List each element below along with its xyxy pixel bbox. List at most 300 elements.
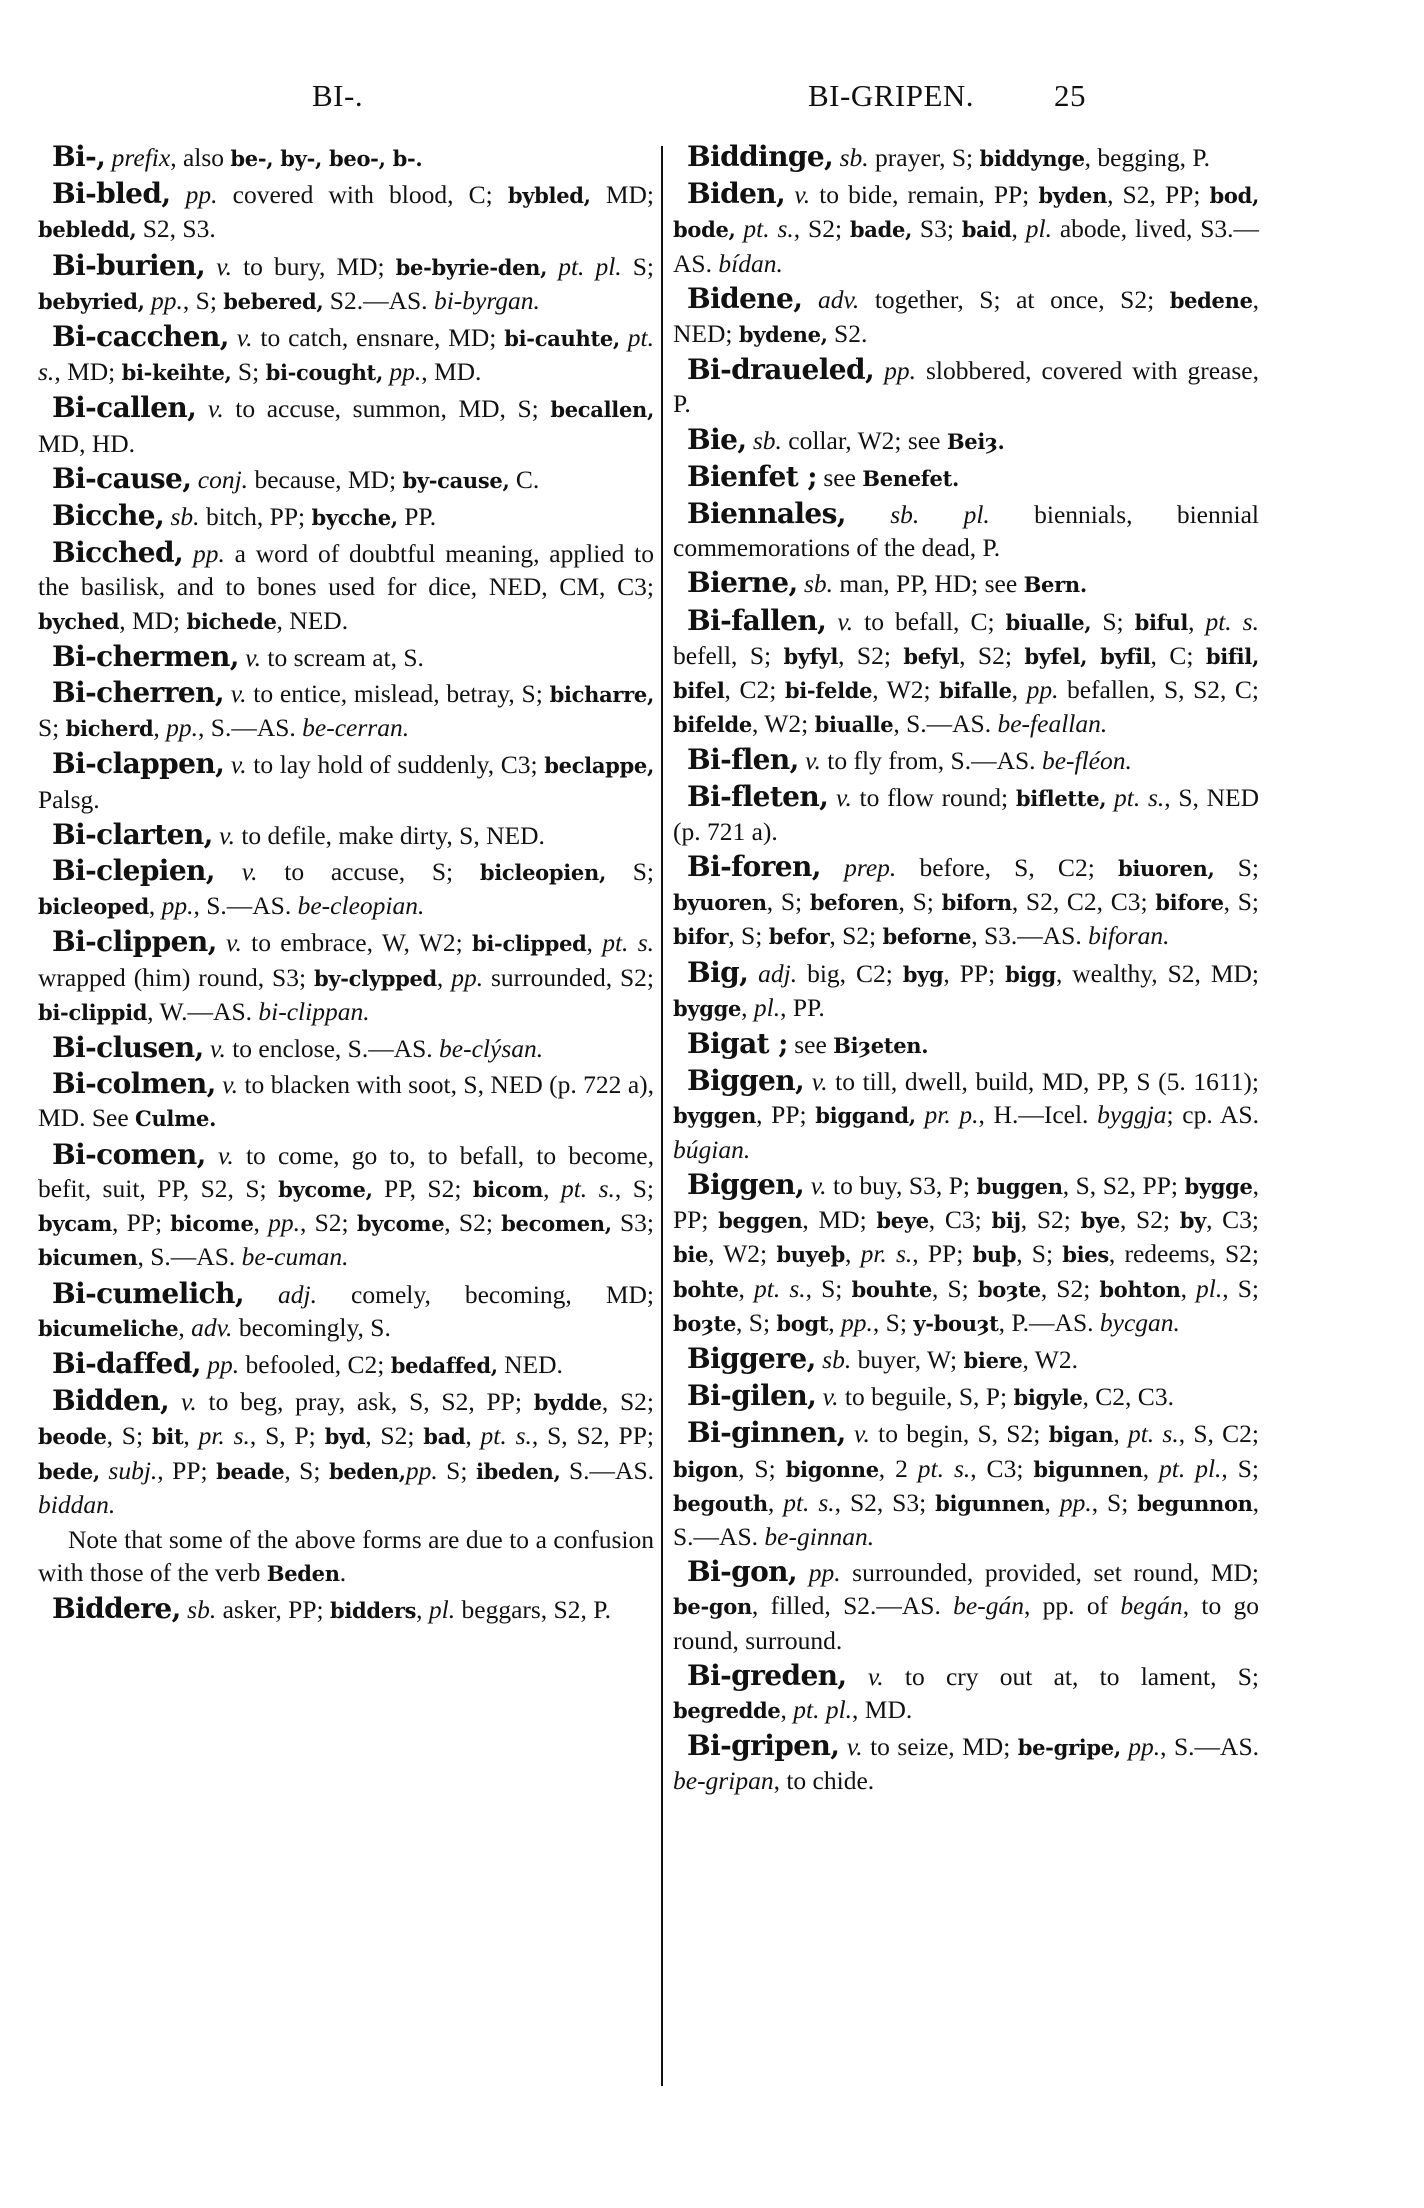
variant-form: bycche, xyxy=(311,505,398,531)
definition-text: , PP; xyxy=(112,1208,171,1238)
headword: Bi-callen, xyxy=(52,391,197,425)
definition-text: biennials, biennial commemorations of the dead, P. xyxy=(673,500,1259,563)
variant-form: Biȝeten. xyxy=(833,1033,929,1059)
headword: Bi-clepien, xyxy=(52,854,215,888)
variant-form: bicumen xyxy=(38,1245,138,1271)
definition-text: becomingly, S. xyxy=(232,1312,391,1342)
variant-form: byd xyxy=(324,1424,366,1450)
definition-text xyxy=(217,928,226,957)
italic-label: pp. xyxy=(192,539,225,569)
italic-label: v. xyxy=(180,1387,197,1417)
definition-text xyxy=(821,853,844,882)
variant-form: bycome, xyxy=(278,1176,373,1202)
variant-form: biforn xyxy=(941,890,1012,916)
headword: Bi-clippen, xyxy=(52,925,217,959)
italic-label: be-cerran. xyxy=(302,713,410,743)
variant-form: becomen, xyxy=(501,1211,612,1237)
dictionary-entry xyxy=(673,460,1259,495)
headword: Bi-fleten, xyxy=(687,779,829,813)
italic-label: v. xyxy=(226,928,242,958)
headword: Bi-clarten, xyxy=(52,817,213,851)
dictionary-entry xyxy=(673,1027,1259,1062)
definition-text: , S, S2, PP; xyxy=(1062,1170,1185,1200)
definition-text: to beguile, S, P; xyxy=(838,1382,1014,1412)
definition-text: before, S, C2; xyxy=(896,853,1118,883)
italic-label: pt. s. xyxy=(1205,606,1259,636)
variant-form: byden xyxy=(1038,183,1108,209)
variant-form: Bern. xyxy=(1023,572,1087,598)
variant-form: bye xyxy=(1080,1208,1120,1234)
headword: Bi-foren, xyxy=(687,850,821,884)
italic-label: v. xyxy=(245,642,262,672)
headword: Bi-, xyxy=(52,140,106,173)
variant-form: bies xyxy=(1062,1242,1109,1268)
italic-label: v. xyxy=(822,1382,839,1412)
definition-text: , xyxy=(543,1173,561,1203)
definition-text: , xyxy=(586,928,603,958)
definition-text: , S.—AS. xyxy=(193,891,298,921)
variant-form: be-gon xyxy=(673,1594,752,1620)
variant-form: bifalle xyxy=(939,678,1012,704)
italic-label: v. xyxy=(805,746,821,776)
definition-text: S; xyxy=(1214,853,1259,883)
italic-label: sb. xyxy=(839,143,869,172)
definition-text: , S; xyxy=(766,887,810,917)
dictionary-entry xyxy=(38,1347,654,1382)
variant-form: be-gripe, xyxy=(1017,1735,1121,1761)
variant-form: byfyl xyxy=(783,643,839,669)
italic-label: pp. xyxy=(884,356,917,386)
definition-text: beggars, S2, P. xyxy=(455,1595,611,1625)
variant-form: bij xyxy=(991,1208,1021,1234)
italic-label: prep. xyxy=(844,853,897,883)
variant-form: begouth xyxy=(673,1490,768,1516)
definition-text: man, PP, HD; see xyxy=(833,569,1024,599)
definition-text: surrounded, S2; xyxy=(483,962,654,992)
definition-text: befell, S; xyxy=(673,640,784,670)
definition-text: , P.—AS. xyxy=(998,1307,1100,1337)
italic-label: be-fléon. xyxy=(1041,746,1132,776)
definition-text: because, MD; xyxy=(248,464,403,494)
italic-label: v. xyxy=(222,1070,239,1100)
definition-text xyxy=(224,750,231,779)
definition-text xyxy=(804,1067,812,1096)
italic-label: pt. pl. xyxy=(1159,1453,1222,1483)
variant-form: bie xyxy=(673,1242,709,1268)
variant-form: biualle, xyxy=(1005,609,1092,635)
headword: Biggen, xyxy=(687,1167,805,1201)
definition-text: Note that some of the above forms are due to a confusion with those of the verb xyxy=(38,1524,654,1588)
variant-form: bade, xyxy=(849,217,913,243)
italic-label: be-gripan xyxy=(673,1766,774,1796)
italic-label: pt. pl. xyxy=(793,1694,853,1724)
italic-label: bycgan. xyxy=(1099,1307,1180,1337)
definition-text: , NED. xyxy=(276,605,349,635)
variant-form: bygge xyxy=(1184,1173,1253,1199)
italic-label: v. xyxy=(794,180,811,210)
italic-label: pt. s. xyxy=(783,1487,835,1517)
variant-form: beclappe, xyxy=(544,753,655,779)
variant-form: beggen xyxy=(718,1208,803,1234)
variant-form: bogt xyxy=(776,1310,829,1336)
variant-form: bigon xyxy=(673,1456,739,1482)
definition-text: , S.—AS. xyxy=(893,709,998,739)
dictionary-entry xyxy=(673,1555,1259,1657)
definition-text: , PP; xyxy=(673,1170,1259,1235)
variant-form: byched xyxy=(38,608,120,634)
definition-text: , S.—AS. xyxy=(198,713,303,743)
definition-text: to blacken with soot, S, NED (p. 722 a), MD. See xyxy=(38,1070,655,1133)
headword: Bi-cacchen, xyxy=(52,320,229,354)
definition-text: to till, dwell, build, MD, PP, S (5. 1611); xyxy=(827,1067,1260,1097)
definition-text: S; xyxy=(38,713,66,743)
italic-label: conj. xyxy=(197,464,249,494)
italic-label: pt. s. xyxy=(480,1421,532,1451)
italic-label: pr. s. xyxy=(198,1421,250,1451)
definition-text: , W2; xyxy=(708,1239,777,1269)
variant-form: by xyxy=(1179,1208,1207,1234)
dictionary-entry xyxy=(673,743,1259,777)
definition-text: Palsg. xyxy=(38,784,100,814)
italic-label: begán xyxy=(1120,1591,1183,1621)
italic-label: pp. xyxy=(1128,1732,1161,1762)
italic-label: byggja xyxy=(1097,1100,1167,1130)
definition-text: , S; xyxy=(872,1307,914,1337)
definition-text: bitch, PP; xyxy=(199,502,312,532)
definition-text: C. xyxy=(509,464,540,494)
definition-text: . xyxy=(339,1558,347,1588)
variant-form: bad xyxy=(423,1424,466,1450)
definition-text: , C3; xyxy=(928,1205,992,1235)
definition-text: , 2 xyxy=(878,1453,918,1483)
variant-form: by-cause, xyxy=(402,467,510,493)
definition-text: , C3; xyxy=(970,1453,1034,1483)
headword: Bierne, xyxy=(687,566,798,600)
variant-form: bycam xyxy=(38,1211,112,1237)
headword: Bidden, xyxy=(52,1384,170,1418)
definition-text: , wealthy, S2, MD; xyxy=(1055,958,1260,988)
definition-text: , S2; xyxy=(444,1208,502,1238)
definition-text: , S; xyxy=(182,285,224,315)
variant-form: bichede xyxy=(186,608,277,634)
definition-text xyxy=(846,1419,854,1448)
definition-text: , to go round, surround. xyxy=(673,1591,1259,1655)
definition-text: , xyxy=(1180,1273,1197,1303)
dictionary-entry xyxy=(38,391,654,459)
dictionary-entry xyxy=(38,1031,654,1065)
variant-form: begunnon xyxy=(1137,1490,1253,1516)
headword: Bi-clappen, xyxy=(52,747,225,781)
definition-text: , redeems, S2; xyxy=(1108,1239,1259,1269)
italic-label: pt. pl. xyxy=(558,251,622,281)
variant-form: Benefet. xyxy=(862,465,960,491)
variant-form: Beden xyxy=(266,1561,340,1587)
definition-text xyxy=(170,180,185,209)
variant-form: bydene, xyxy=(738,322,828,348)
variant-form: bicherd xyxy=(65,716,154,742)
italic-label: biforan. xyxy=(1088,921,1170,951)
italic-label: pp. xyxy=(151,285,183,315)
italic-label: v. xyxy=(207,394,224,424)
definition-text: , xyxy=(1113,1419,1128,1449)
italic-label: pp. xyxy=(405,1455,438,1485)
variant-form: y-bouȝt xyxy=(913,1310,999,1336)
dictionary-entry xyxy=(673,604,1259,742)
definition-text: , S2; xyxy=(838,640,904,670)
definition-text xyxy=(846,500,890,529)
definition-text: , xyxy=(828,1307,842,1337)
italic-label: pl. xyxy=(428,1595,456,1625)
variant-form: bod, bode, xyxy=(673,183,1260,243)
headword: Bi-draueled, xyxy=(687,353,875,387)
definition-text: to befall, C; xyxy=(853,606,1006,636)
italic-label: sb. xyxy=(187,1595,217,1625)
italic-label: pl. xyxy=(1025,214,1052,244)
italic-label: v. xyxy=(217,1140,234,1170)
definition-text: S; xyxy=(437,1455,476,1485)
definition-text xyxy=(229,323,237,352)
definition-text xyxy=(802,285,818,314)
italic-label: v. xyxy=(236,323,253,353)
definition-text: S3; xyxy=(611,1208,654,1238)
variant-form: becallen, xyxy=(550,397,654,423)
headword: Bi-colmen, xyxy=(52,1067,216,1101)
variant-form: ibeden, xyxy=(475,1458,561,1484)
italic-label: adv. xyxy=(817,284,860,314)
definition-text: asker, PP; xyxy=(216,1595,330,1625)
definition-text: , S; xyxy=(898,887,942,917)
definition-text: , S2; xyxy=(1040,1273,1100,1303)
definition-text xyxy=(874,356,884,385)
definition-text xyxy=(826,607,837,636)
definition-text: S3; xyxy=(912,214,962,244)
definition-text xyxy=(847,1662,868,1691)
definition-text: , xyxy=(1011,214,1026,244)
italic-label: v. xyxy=(846,1732,863,1762)
dictionary-entry xyxy=(673,1416,1259,1553)
definition-text: , W2; xyxy=(751,709,815,739)
definition-text: , S; xyxy=(284,1455,329,1485)
variant-form: byuoren xyxy=(673,890,767,916)
definition-text xyxy=(215,857,242,886)
variant-form: biful xyxy=(1134,609,1189,635)
variant-form: be-byrie-den, xyxy=(395,254,548,280)
italic-label: adj. xyxy=(758,958,798,988)
italic-label: bi-byrgan. xyxy=(433,285,540,315)
variant-form: beforne xyxy=(882,924,972,950)
definition-text: a word of doubtful meaning, applied to the basilisk, and to bones used for dice, NED, CM, C3; xyxy=(38,539,655,602)
italic-label: pt. s. xyxy=(917,1453,971,1483)
definition-text: , NED; xyxy=(673,284,1260,349)
italic-label: sb. xyxy=(822,1344,852,1374)
variant-form: bifor xyxy=(673,924,729,950)
definition-text: PP, S2; xyxy=(372,1173,473,1203)
definition-text xyxy=(224,679,231,708)
dictionary-entry xyxy=(38,747,654,815)
usage-note xyxy=(38,1523,654,1590)
definition-text: together, S; at once, S2; xyxy=(859,284,1170,314)
definition-text: slobbered, covered with grease, P. xyxy=(673,356,1259,419)
italic-label: pp. xyxy=(161,891,194,921)
headword: Biddinge, xyxy=(687,140,834,173)
variant-form: byggen xyxy=(673,1103,757,1129)
definition-text: , W2; xyxy=(872,675,940,705)
definition-text: , filled, S2.—AS. xyxy=(751,1591,954,1621)
definition-text: , S; xyxy=(805,1273,852,1303)
definition-text: , xyxy=(183,1421,199,1451)
definition-text: , C3; xyxy=(1206,1205,1260,1235)
definition-text: , xyxy=(253,1208,269,1238)
italic-label: pp. xyxy=(808,1558,841,1588)
headword: Bicched, xyxy=(52,536,184,570)
italic-label: sb. xyxy=(170,502,200,532)
dictionary-entry xyxy=(673,497,1259,564)
italic-label: v. xyxy=(810,1170,827,1200)
italic-label: bídan. xyxy=(718,248,783,278)
left-column xyxy=(38,140,654,1630)
variant-form: bi-cauhte, xyxy=(504,326,620,352)
definition-text: , H.—Icel. xyxy=(978,1100,1098,1130)
definition-text: , xyxy=(1188,606,1206,636)
variant-form: boȝte xyxy=(673,1310,737,1336)
headword: Bi-comen, xyxy=(52,1137,206,1171)
definition-text: , also xyxy=(170,143,231,172)
italic-label: sb. xyxy=(803,569,834,599)
variant-form: bicom xyxy=(472,1176,544,1202)
definition-text: , xyxy=(741,992,754,1022)
variant-form: bebyried, xyxy=(38,288,145,314)
definition-text: , xyxy=(148,891,162,921)
definition-text: , S; xyxy=(738,1453,786,1483)
definition-text: , S.—AS. xyxy=(1160,1732,1260,1762)
italic-label: be-gán xyxy=(953,1591,1024,1621)
headword: Bi-fallen, xyxy=(687,603,827,637)
definition-text: S; xyxy=(231,357,266,387)
headword: Bi-clusen, xyxy=(52,1031,204,1065)
italic-label: v. xyxy=(230,750,247,780)
definition-text: to cry out at, to lament, S; xyxy=(883,1661,1260,1691)
headword: Bi-daffed, xyxy=(52,1346,201,1380)
headword: Biggere, xyxy=(687,1341,816,1375)
variant-form: bede, xyxy=(38,1458,100,1484)
definition-text: collar, W2; see xyxy=(781,425,947,455)
definition-text xyxy=(183,539,193,568)
italic-label: pp. xyxy=(268,1208,300,1238)
definition-text: to accuse, summon, MD, S; xyxy=(223,394,551,424)
italic-label: pt. s. xyxy=(1114,782,1165,812)
definition-text: , C2; xyxy=(724,675,785,705)
dictionary-entry xyxy=(673,282,1259,351)
definition-text: , S; xyxy=(1223,887,1259,917)
italic-label: v. xyxy=(836,782,852,812)
italic-label: be-ginnan. xyxy=(764,1521,875,1551)
dictionary-entry xyxy=(673,423,1259,458)
variant-form: bifore xyxy=(1155,890,1224,916)
italic-label: prefix xyxy=(111,143,171,172)
definition-text: to accuse, S; xyxy=(257,857,480,887)
italic-label: pt. s. xyxy=(560,1173,615,1203)
variant-form: befor xyxy=(768,924,830,950)
dictionary-entry xyxy=(673,140,1259,175)
definition-text: , xyxy=(1142,1453,1160,1483)
italic-label: v. xyxy=(854,1419,870,1449)
variant-form: bicharre, xyxy=(549,682,654,708)
definition-text: , S; xyxy=(1091,1487,1138,1517)
definition-text: to catch, ensnare, MD; xyxy=(252,323,505,353)
italic-label: pp. xyxy=(185,180,218,210)
variant-form: bohton xyxy=(1099,1276,1181,1302)
definition-text: to seize, MD; xyxy=(862,1732,1018,1762)
definition-text: , S2; xyxy=(959,640,1025,670)
definition-text: to lay hold of suddenly, C3; xyxy=(246,750,545,780)
headword: Biennales, xyxy=(687,497,846,531)
variant-form: Beiȝ. xyxy=(946,428,1005,454)
headword: Biden, xyxy=(687,177,786,211)
definition-text: to beg, pray, ask, S, S2, PP; xyxy=(196,1387,534,1417)
italic-label: v. xyxy=(837,606,854,636)
variant-form: bi-clipped xyxy=(471,931,587,957)
dictionary-entry xyxy=(38,536,654,638)
definition-text: , S2; xyxy=(299,1208,357,1238)
definition-text: prayer, S; xyxy=(868,143,980,172)
definition-text: S; xyxy=(621,251,654,281)
variant-form: baid xyxy=(961,217,1012,243)
dictionary-entry xyxy=(673,850,1259,954)
definition-text: see xyxy=(816,462,863,492)
headword: Bi-cherren, xyxy=(52,676,224,710)
italic-label: pp. xyxy=(841,1307,873,1337)
definition-text: , S.—AS. xyxy=(673,1487,1260,1551)
definition-text: , S; xyxy=(614,1173,655,1203)
definition-text: , S; xyxy=(728,921,769,951)
definition-text: , xyxy=(153,713,167,743)
definition-text xyxy=(797,1558,809,1587)
italic-label: be-feallan. xyxy=(997,709,1108,739)
headword: Bigat ; xyxy=(687,1027,788,1061)
dictionary-entry xyxy=(38,1277,654,1345)
variant-form: beye xyxy=(876,1208,929,1234)
dictionary-entry xyxy=(38,320,654,389)
italic-label: v. xyxy=(241,857,258,887)
dictionary-entry xyxy=(38,676,654,745)
definition-text: comely, becoming, MD; xyxy=(317,1279,654,1309)
italic-label: be-cuman. xyxy=(241,1242,349,1272)
variant-form: by-clypped xyxy=(313,965,437,991)
definition-text: , MD. xyxy=(421,357,482,387)
italic-label: v. xyxy=(867,1661,884,1691)
variant-form: bigg xyxy=(1005,961,1056,987)
definition-text: befallen, S, S2, C; xyxy=(1058,675,1260,705)
headword: Bi-gilen, xyxy=(687,1379,817,1413)
variant-form: bybled, xyxy=(507,183,591,209)
dictionary-entry xyxy=(38,249,654,318)
headword: Big, xyxy=(687,955,749,989)
definition-text: surrounded, provided, set round, MD; xyxy=(840,1558,1259,1588)
definition-text: befooled, C2; xyxy=(239,1349,391,1379)
definition-text: , xyxy=(738,1273,755,1303)
italic-label: pp. xyxy=(389,357,422,387)
definition-text: S.—AS. xyxy=(560,1455,655,1485)
definition-text: to flow round; xyxy=(851,782,1016,812)
variant-form: biggand, xyxy=(815,1103,916,1129)
definition-text: , xyxy=(436,962,452,992)
definition-text: , xyxy=(767,1487,784,1517)
definition-text: , PP; xyxy=(157,1455,217,1485)
dictionary-entry xyxy=(673,1659,1259,1727)
definition-text: , S; xyxy=(1221,1453,1259,1483)
definition-text: , S; xyxy=(1222,1273,1260,1303)
variant-form: biere xyxy=(963,1347,1023,1373)
